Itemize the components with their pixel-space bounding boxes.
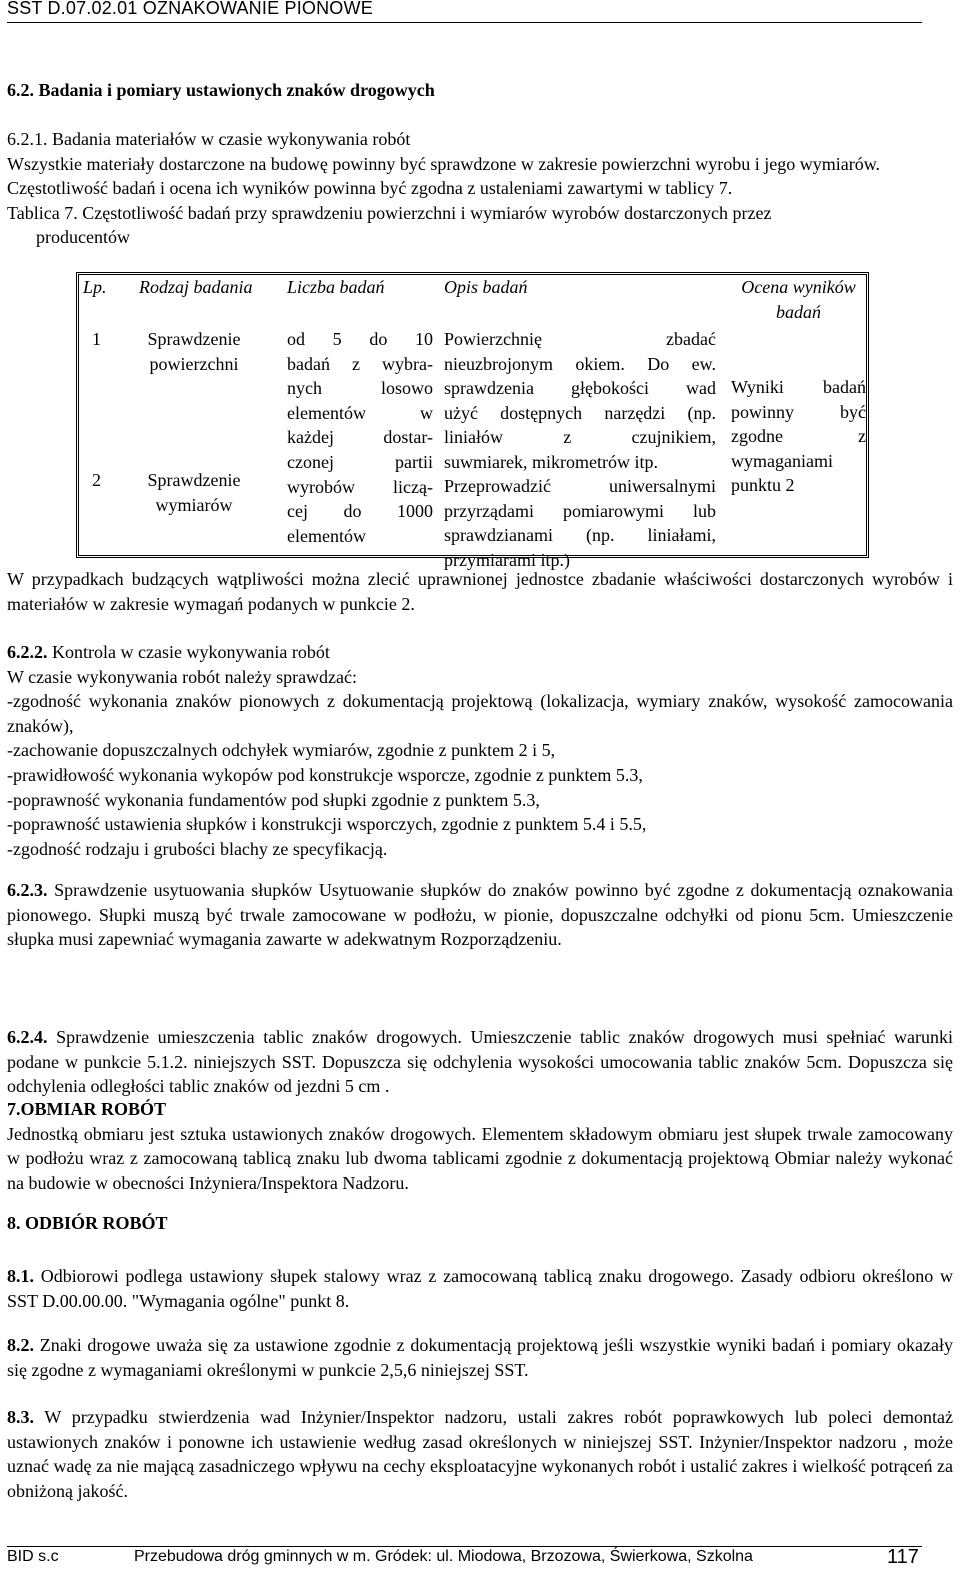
- table-opis-line: suwmiarek, mikrometrów itp.: [444, 451, 658, 472]
- section-6-2-2-item: -prawidłowość wykonania wykopów pod konstrukcje wsporcze, zgodnie z punktem 5.3,: [7, 764, 643, 785]
- table-liczba-line: nych losowo: [287, 378, 433, 399]
- section-8-2-text: Znaki drogowe uważa się za ustawione zgodnie z dokumentacją projektową jeśli wszystkie wyniki badań i pomiary okazały się zgodne z wymaganiami określonymi w punkcie 2,5,6 niniejszej SST.: [7, 1335, 953, 1380]
- table-ocena-line: wymaganiami: [731, 450, 833, 471]
- table-opis-row-1: [444, 327, 716, 475]
- section-6-2-3-text: Sprawdzenie usytuowania słupków Usytuowanie słupków do znaków powinno być zgodne z dokumentacją oznakowania pionowego. Słupki muszą być trwale zamocowane w podłożu, w pionie, dopuszczalne odchyłki od pionu 5cm. Umieszczenie słupka musi zapewniać wymagania zawarte w adekwatnym Rozporządzeniu.: [7, 880, 953, 950]
- header-title: SST D.07.02.01 OZNAKOWANIE PIONOWE: [7, 0, 373, 18]
- section-6-2-2-item: -zachowanie dopuszczalnych odchyłek wymiarów, zgodnie z punktem 2 i 5,: [7, 740, 556, 761]
- table-opis-line: Powierzchnię zbadać: [444, 329, 716, 349]
- table-header-ocena: [731, 275, 866, 324]
- section-6-2-3: [7, 878, 953, 952]
- section-6-2-2-item: -zgodność rodzaju i grubości blachy ze specyfikacją.: [7, 838, 388, 859]
- section-7-heading: 7.OBMIAR ROBÓT: [7, 1099, 167, 1119]
- table-opis-row-2: [444, 474, 716, 572]
- section-8-3-text: W przypadku stwierdzenia wad Inżynier/Inspektor nadzoru, ustali zakres robót poprawkowych lub poleci demontaż ustawionych znaków i ponowne ich ustawienie według zasad określonych w niniejszej SST. Inżynier/Inspektor nadzoru , może uznać wadę za nie mającą zasadniczego wpływu na cechy eksploatacyjne wykonanych robót i ustalić zakres i wielkość potrąceń za obniżoną jakość.: [7, 1407, 953, 1501]
- table-opis-line: sprawdzenia głębokości wad: [444, 378, 716, 399]
- section-7-text: Jednostką obmiaru jest sztuka ustawionych znaków drogowych. Elementem składowym obmiaru jest słupek trwale zamocowany w podłożu wraz z zamocowaną tablicą znaku lub dwoma tablicami zgodnie z dokumentacją projektową Obmiar należy wykonać na budowie w obecności Inżyniera/Inspektora Nadzoru.: [7, 1123, 953, 1193]
- section-6-2-1-heading: 6.2.1. Badania materiałów w czasie wykonywania robót: [7, 129, 411, 149]
- section-6-2-2-intro: W czasie wykonywania robót należy sprawdzać:: [7, 666, 358, 687]
- table-liczba-cell: [287, 327, 433, 548]
- table-opis-line: sprawdzianami (np. liniałami,: [444, 525, 716, 546]
- table-row-1-rodzaj-line-2: powierzchni: [149, 353, 239, 374]
- section-8-2: [7, 1333, 953, 1382]
- section-6-2-2-title: Kontrola w czasie wykonywania robót: [47, 642, 330, 662]
- table-header-opis: Opis badań: [444, 277, 528, 297]
- section-6-2-1-paragraph-1: Wszystkie materiały dostarczone na budowę powinny być sprawdzone w zakresie powierzchni wyrobu i jego wymiarów.: [7, 153, 881, 174]
- table-ocena-line: zgodne z: [731, 426, 866, 447]
- section-8-2-paragraph: [7, 1333, 953, 1382]
- table-opis-line: przyrządami pomiarowymi lub: [444, 500, 716, 521]
- section-7: [7, 1097, 953, 1195]
- section-8-1-number: 8.1.: [7, 1266, 34, 1286]
- footer-page-number: 117: [887, 1546, 919, 1568]
- section-8-1: [7, 1264, 953, 1313]
- footer-divider: [7, 1546, 922, 1547]
- table-liczba-line: cej do 1000: [287, 501, 433, 522]
- table-row-2-rodzaj-line-2: wymiarów: [155, 494, 233, 515]
- table-opis-line: liniałów z czujnikiem,: [444, 427, 716, 448]
- table-liczba-line: badań z wybra-: [287, 353, 433, 374]
- table-opis-line: użyć dostępnych narzędzi (np.: [444, 402, 716, 423]
- table-opis-line: nieuzbrojonym okiem. Do ew.: [444, 353, 716, 374]
- table-row-1-rodzaj: [139, 327, 249, 376]
- table-liczba-line: elementów w: [287, 402, 433, 423]
- section-6-2-2-item: -zgodność wykonania znaków pionowych z dokumentacją projektową (lokalizacja, wymiary znaków, wysokość zamocowania znaków),: [7, 691, 953, 736]
- table-ocena-line: punktu 2: [731, 475, 795, 496]
- table-row-1-rodzaj-line-1: Sprawdzenie: [147, 329, 241, 349]
- table-header-liczba: Liczba badań: [287, 277, 385, 297]
- table-liczba-line: elementów: [287, 525, 366, 546]
- section-6-2-3-number: 6.2.3.: [7, 880, 48, 900]
- section-6-2-3-paragraph: [7, 878, 953, 952]
- section-6-2-4: [7, 1025, 953, 1099]
- section-6-2-1: [7, 127, 953, 250]
- section-6-2-4-paragraph: [7, 1025, 953, 1099]
- section-6-2-2-number: 6.2.2.: [7, 642, 48, 662]
- section-8-heading: 8. ODBIÓR ROBÓT: [7, 1213, 168, 1233]
- section-8-1-paragraph: [7, 1264, 953, 1313]
- table-ocena-line: powinny być: [731, 401, 866, 422]
- section-6-2-4-number: 6.2.4.: [7, 1027, 48, 1047]
- section-6-2-2: [7, 640, 953, 861]
- section-6-2-2-item: -poprawność ustawienia słupków i konstrukcji wsporczych, zgodnie z punktem 5.4 i 5.5,: [7, 814, 647, 835]
- section-8-3-paragraph: [7, 1405, 953, 1503]
- page-header: [7, 0, 922, 23]
- table-header-rodzaj: Rodzaj badania: [139, 277, 253, 297]
- table-header-ocena-line-1: Ocena wyników: [741, 277, 856, 297]
- after-table-paragraph: [7, 567, 953, 616]
- table-caption-continued: producentów: [36, 227, 130, 248]
- section-8-1-text: Odbiorowi podlega ustawiony słupek stalowy wraz z zamocowaną tablicą znaku drogowego. Zasady odbioru określono w SST D.00.00.00. "Wymagania ogólne" punkt 8.: [7, 1266, 953, 1311]
- table-ocena-line: Wyniki badań: [731, 377, 866, 397]
- table-opis-line: Przeprowadzić uniwersalnymi: [444, 476, 716, 496]
- section-8-3: [7, 1405, 953, 1503]
- table-header-lp: Lp.: [83, 277, 107, 297]
- table-row-2-lp: 2: [92, 470, 101, 490]
- table-ocena-cell: [731, 375, 866, 498]
- section-6-2-4-text: Sprawdzenie umieszczenia tablic znaków drogowych. Umieszczenie tablic znaków drogowych musi spełniać warunki podane w punkcie 5.1.2. niniejszych SST. Dopuszcza się odchylenia wysokości umocowania tablic znaków 5cm. Dopuszcza się odchylenia odległości tablic znaków od jezdni 5 cm .: [7, 1027, 953, 1097]
- table-caption: Tablica 7. Częstotliwość badań przy sprawdzeniu powierzchni i wymiarów wyrobów dostarczonych przez: [7, 202, 772, 223]
- section-8-2-number: 8.2.: [7, 1335, 34, 1355]
- footer-company: BID s.c: [7, 1548, 59, 1565]
- table-opis-line: przymiarami itp.): [444, 549, 570, 570]
- section-6-2-heading: 6.2. Badania i pomiary ustawionych znaków drogowych: [7, 80, 435, 100]
- section-6-2-1-paragraph-2: Częstotliwość badań i ocena ich wyników powinna być zgodna z ustaleniami zawartymi w tablicy 7.: [7, 178, 733, 199]
- footer-project-title: Przebudowa dróg gminnych w m. Gródek: ul. Miodowa, Brzozowa, Świerkowa, Szkolna: [134, 1548, 753, 1565]
- after-table-text: W przypadkach budzących wątpliwości można zlecić uprawnionej jednostce zbadanie właściwości dostarczonych wyrobów i materiałów w zakresie wymagań podanych w punkcie 2.: [7, 569, 953, 614]
- table-row-2-rodzaj-line-1: Sprawdzenie: [147, 470, 241, 490]
- table-row-1-lp: 1: [92, 329, 101, 349]
- table-header-ocena-line-2: badań: [776, 301, 821, 322]
- section-6-2-2-heading: [7, 640, 953, 665]
- table-liczba-line: wyrobów liczą-: [287, 476, 433, 497]
- table-liczba-line: każdej dostar-: [287, 427, 433, 448]
- section-8-3-number: 8.3.: [7, 1407, 34, 1427]
- table-liczba-line: czonej partii: [287, 451, 433, 472]
- table-7: [76, 272, 869, 570]
- table-row-2-rodzaj: [139, 468, 249, 517]
- section-6-2-2-item: -poprawność wykonania fundamentów pod słupki zgodnie z punktem 5.3,: [7, 789, 540, 810]
- table-liczba-line: od 5 do 10: [287, 329, 433, 349]
